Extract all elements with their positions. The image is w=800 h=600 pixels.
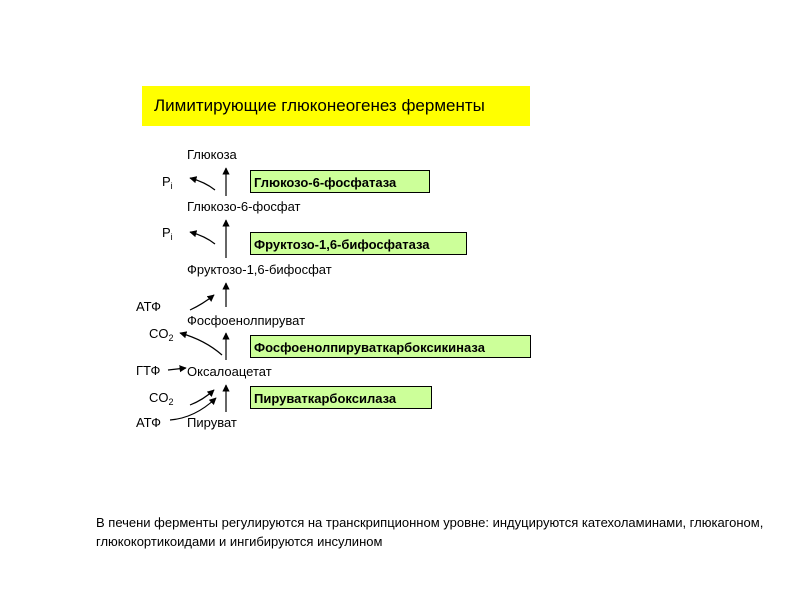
metabolite-glucose: Глюкоза xyxy=(187,147,237,162)
enzyme-pyruvate-carboxylase: Пируваткарбоксилаза xyxy=(250,386,432,409)
enzyme-glucose-6-phosphatase: Глюкозо-6-фосфатаза xyxy=(250,170,430,193)
arrow-atp-consume-2 xyxy=(170,398,216,420)
arrow-gtp-consume xyxy=(168,368,186,370)
cofactor-pi-1: $P_i$ xyxy=(162,174,173,191)
arrow-pi-release-2 xyxy=(190,232,215,244)
metabolite-phosphoenolpyruvate: Фосфоенолпируват xyxy=(187,313,306,328)
arrow-atp-consume-1 xyxy=(190,295,214,310)
metabolite-oxaloacetate: Оксалоацетат xyxy=(187,364,272,379)
cofactor-co2-2: $CO_2$ xyxy=(149,390,174,407)
cofactor-co2-1: $CO_2$ xyxy=(149,326,174,343)
regulation-note: В печени ферменты регулируются на транскрипционном уровне: индуцируются катехоламинами, глюкагоном, глюкокортикоидами и ингибируются инсулином xyxy=(96,515,764,549)
arrow-pi-release-1 xyxy=(190,178,215,190)
cofactor-atp-1: АТФ xyxy=(136,299,162,314)
cofactor-gtp: ГТФ xyxy=(136,363,161,378)
enzyme-fructose-bisphosphatase: Фруктозо-1,6-бифосфатаза xyxy=(250,232,467,255)
page-title: Лимитирующие глюконеогенез ферменты xyxy=(154,96,485,115)
metabolite-pyruvate: Пируват xyxy=(187,415,237,430)
metabolite-fructose-bisphosphate: Фруктозо-1,6-бифосфат xyxy=(187,262,332,277)
arrow-co2-release xyxy=(180,333,222,355)
metabolite-glucose-6-phosphate: Глюкозо-6-фосфат xyxy=(187,199,301,214)
enzyme-pep-carboxykinase: Фосфоенолпируваткарбоксикиназа xyxy=(250,335,531,358)
cofactor-pi-2: $P_i$ xyxy=(162,225,173,242)
cofactor-atp-2: АТФ xyxy=(136,415,162,430)
